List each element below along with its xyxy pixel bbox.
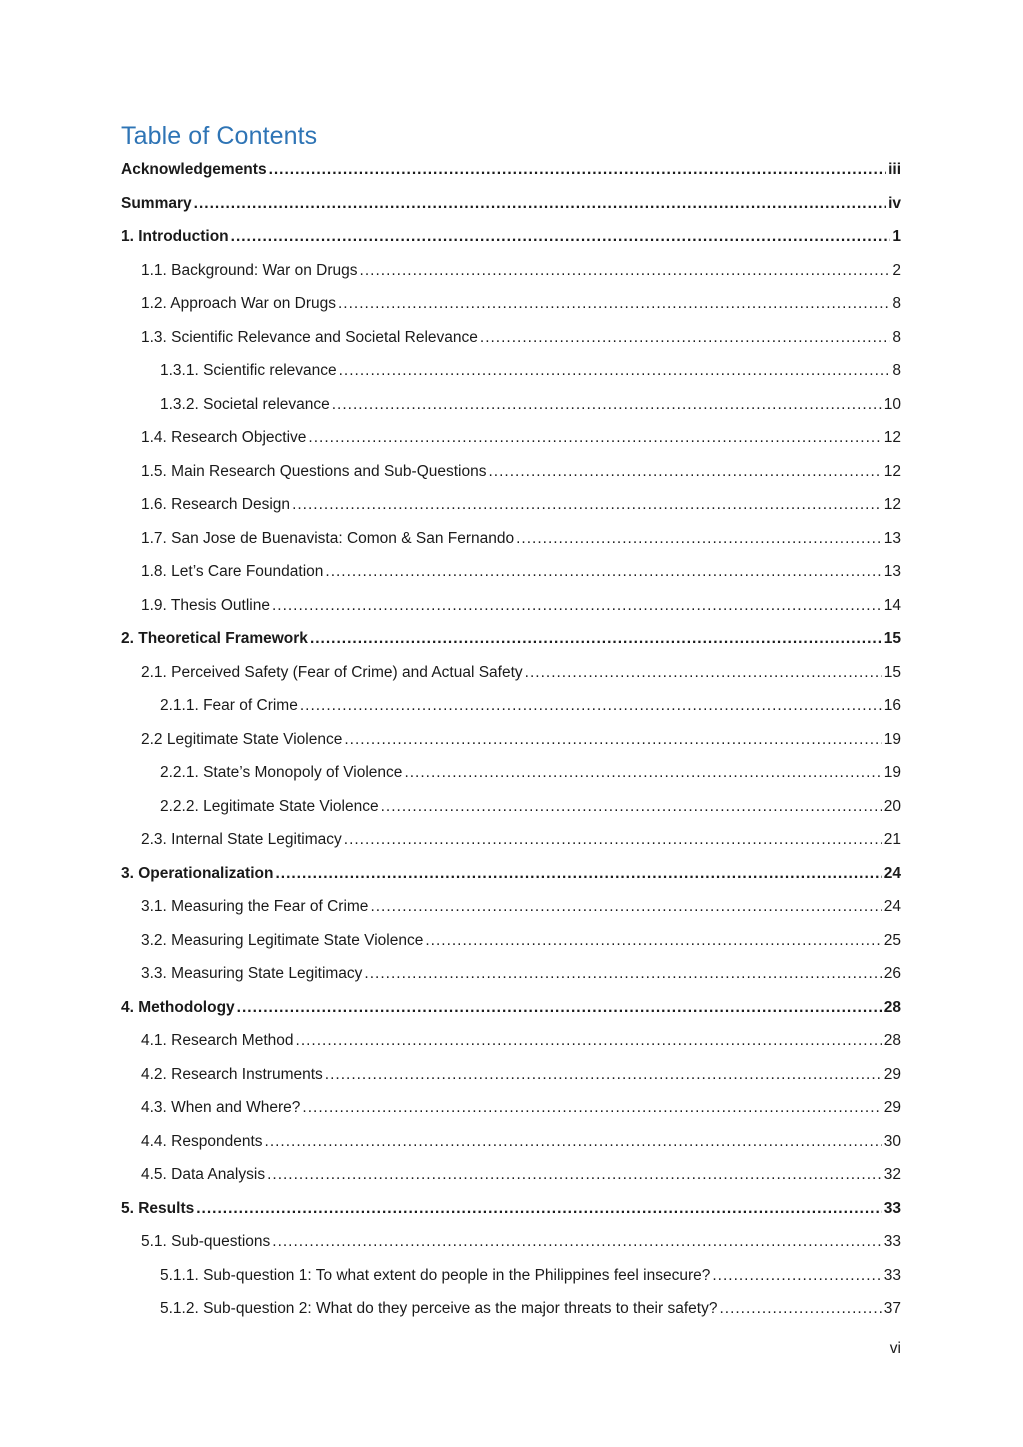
toc-dot-leader [360, 258, 891, 284]
toc-dot-leader [338, 291, 890, 317]
toc-entry[interactable] [121, 961, 901, 995]
toc-entry-page: 20 [883, 797, 901, 815]
toc-entry-label: Summary [121, 194, 192, 212]
toc-dot-leader [516, 526, 882, 552]
toc-dot-leader [269, 157, 887, 183]
toc-entry-page: 26 [883, 965, 901, 982]
toc-dot-leader [381, 794, 882, 820]
toc-entry-page: 28 [883, 998, 901, 1016]
toc-dot-leader [339, 358, 891, 384]
toc-entry-page: 12 [883, 496, 901, 513]
toc-entry-page: 29 [883, 1099, 901, 1116]
toc-entry[interactable] [121, 1095, 901, 1129]
toc-entry-label: 5.1. Sub-questions [141, 1233, 271, 1250]
toc-entry[interactable] [121, 1028, 901, 1062]
toc-entry[interactable] [121, 157, 901, 191]
toc-entry-page: 24 [883, 898, 901, 915]
toc-entry-page: 21 [883, 831, 901, 848]
toc-entry-label: 1.5. Main Research Questions and Sub-Questions [141, 462, 487, 480]
toc-entry-label: 1.4. Research Objective [141, 429, 307, 446]
toc-entry-page: 25 [883, 931, 901, 949]
toc-entry-label: 4.5. Data Analysis [141, 1166, 266, 1183]
toc-dot-leader [325, 1062, 882, 1088]
toc-dot-leader [719, 1296, 881, 1322]
toc-dot-leader [404, 760, 881, 786]
toc-entry-page: 30 [883, 1132, 901, 1150]
toc-entry[interactable] [121, 191, 901, 225]
toc-entry-label: 2.1.1. Fear of Crime [160, 697, 298, 714]
toc-entry[interactable] [121, 861, 901, 895]
toc-entry-label: 2.3. Internal State Legitimacy [141, 831, 342, 848]
toc-entry-page: iii [888, 161, 901, 178]
toc-entry-page: 10 [883, 395, 901, 413]
page-title: Table of Contents [121, 122, 318, 150]
toc-entry-label: 2.1. Perceived Safety (Fear of Crime) and Actual Safety [141, 663, 523, 681]
toc-entry[interactable] [121, 1229, 901, 1263]
toc-entry[interactable] [121, 1129, 901, 1163]
toc-entry-label: 2. Theoretical Framework [121, 630, 308, 647]
toc-entry-page: 12 [883, 462, 901, 480]
toc-entry[interactable] [121, 425, 901, 459]
toc-entry-page: 33 [883, 1233, 901, 1250]
toc-entry-page: 12 [883, 429, 901, 446]
toc-entry[interactable] [121, 258, 901, 292]
toc-entry-page: 13 [883, 529, 901, 547]
toc-dot-leader [272, 1229, 881, 1255]
toc-entry-label: 3.3. Measuring State Legitimacy [141, 965, 363, 982]
toc-entry-label: 5. Results [121, 1199, 195, 1217]
toc-dot-leader [194, 191, 886, 217]
toc-dot-leader [325, 559, 881, 585]
toc-entry[interactable] [121, 593, 901, 627]
toc-entry-label: 1.3. Scientific Relevance and Societal Relevance [141, 328, 478, 346]
toc-entry-page: 15 [883, 630, 901, 647]
toc-entry-page: 29 [883, 1065, 901, 1083]
toc-entry[interactable] [121, 794, 901, 828]
toc-entry[interactable] [121, 626, 901, 660]
toc-entry[interactable] [121, 894, 901, 928]
toc-dot-leader [231, 224, 891, 250]
toc-entry-label: Acknowledgements [121, 161, 267, 178]
toc-entry-page: 19 [883, 764, 901, 781]
toc-entry-page: 2 [892, 261, 901, 279]
toc-entry-label: 1.9. Thesis Outline [141, 596, 270, 614]
toc-entry-label: 4.3. When and Where? [141, 1099, 301, 1116]
toc-entry-label: 3.2. Measuring Legitimate State Violence [141, 931, 424, 949]
toc-entry-label: 1.3.2. Societal relevance [160, 395, 330, 413]
toc-dot-leader [300, 693, 882, 719]
toc-entry-label: 5.1.1. Sub-question 1: To what extent do people in the Philippines feel insecure? [160, 1266, 711, 1284]
toc-entry[interactable] [121, 1263, 901, 1297]
toc-entry-page: 16 [883, 697, 901, 714]
toc-entry[interactable] [121, 1196, 901, 1230]
toc-entry-label: 1.8. Let’s Care Foundation [141, 563, 324, 580]
toc-entry-label: 5.1.2. Sub-question 2: What do they perceive as the major threats to their safety? [160, 1300, 718, 1317]
toc-dot-leader [332, 392, 882, 418]
toc-dot-leader [370, 894, 881, 920]
toc-dot-leader [196, 1196, 882, 1222]
toc-entry[interactable] [121, 727, 901, 761]
page-number: vi [889, 1340, 901, 1357]
toc-dot-leader [310, 626, 882, 652]
toc-entry[interactable] [121, 928, 901, 962]
toc-entry-label: 2.2.1. State’s Monopoly of Violence [160, 764, 403, 781]
toc-dot-leader [344, 827, 882, 853]
toc-entry-label: 2.2.2. Legitimate State Violence [160, 797, 379, 815]
toc-entry[interactable] [121, 827, 901, 861]
toc-dot-leader [272, 593, 882, 619]
toc-dot-leader [364, 961, 881, 987]
toc-entry-page: 19 [883, 730, 901, 748]
toc-entry-label: 3. Operationalization [121, 864, 274, 882]
toc-dot-leader [267, 1162, 882, 1188]
toc-entry-label: 1. Introduction [121, 228, 229, 245]
toc-entry-label: 1.1. Background: War on Drugs [141, 261, 358, 279]
toc-entry-label: 3.1. Measuring the Fear of Crime [141, 898, 369, 915]
toc-entry[interactable] [121, 1162, 901, 1196]
toc-entry[interactable] [121, 995, 901, 1029]
toc-dot-leader [480, 325, 890, 351]
toc-entry[interactable] [121, 559, 901, 593]
toc-entry-page: 14 [883, 596, 901, 614]
toc-entry-label: 4.1. Research Method [141, 1032, 294, 1049]
toc-dot-leader [265, 1129, 882, 1155]
toc-entry-page: 24 [883, 864, 901, 882]
toc-entry-label: 4. Methodology [121, 998, 235, 1016]
toc-dot-leader [425, 928, 881, 954]
toc-entry-page: 32 [883, 1166, 901, 1183]
toc-entry[interactable] [121, 224, 901, 258]
toc-entry-page: 15 [883, 663, 901, 681]
toc-entry-page: 1 [892, 228, 901, 245]
toc-dot-leader [489, 459, 882, 485]
toc-entry[interactable] [121, 459, 901, 493]
table-of-contents [121, 157, 901, 1330]
toc-entry[interactable] [121, 1062, 901, 1096]
toc-dot-leader [712, 1263, 881, 1289]
toc-entry[interactable] [121, 325, 901, 359]
toc-dot-leader [525, 660, 882, 686]
toc-dot-leader [302, 1095, 881, 1121]
toc-dot-leader [275, 861, 881, 887]
toc-dot-leader [344, 727, 881, 753]
toc-entry[interactable] [121, 291, 901, 325]
toc-entry[interactable] [121, 693, 901, 727]
toc-entry[interactable] [121, 1296, 901, 1330]
toc-entry-page: 28 [883, 1032, 901, 1049]
toc-entry[interactable] [121, 660, 901, 694]
toc-entry-label: 1.3.1. Scientific relevance [160, 362, 337, 379]
toc-entry-label: 4.2. Research Instruments [141, 1065, 323, 1083]
toc-entry-label: 4.4. Respondents [141, 1132, 263, 1150]
toc-entry-page: 8 [892, 328, 901, 346]
toc-entry-page: iv [888, 194, 901, 212]
toc-dot-leader [296, 1028, 882, 1054]
toc-entry-label: 1.7. San Jose de Buenavista: Comon & San Fernando [141, 529, 515, 547]
toc-entry[interactable] [121, 526, 901, 560]
toc-entry-label: 1.6. Research Design [141, 496, 291, 513]
toc-entry-page: 8 [892, 362, 901, 379]
toc-entry-label: 1.2. Approach War on Drugs [141, 295, 336, 312]
toc-dot-leader [237, 995, 882, 1021]
toc-entry-label: 2.2 Legitimate State Violence [141, 730, 343, 748]
toc-entry[interactable] [121, 358, 901, 392]
toc-dot-leader [292, 492, 882, 518]
toc-entry-page: 33 [883, 1199, 901, 1217]
toc-entry[interactable] [121, 392, 901, 426]
toc-dot-leader [308, 425, 881, 451]
toc-entry-page: 13 [883, 563, 901, 580]
toc-entry[interactable] [121, 492, 901, 526]
toc-entry-page: 8 [892, 295, 901, 312]
toc-entry-page: 33 [883, 1266, 901, 1284]
toc-entry-page: 37 [883, 1300, 901, 1317]
toc-entry[interactable] [121, 760, 901, 794]
